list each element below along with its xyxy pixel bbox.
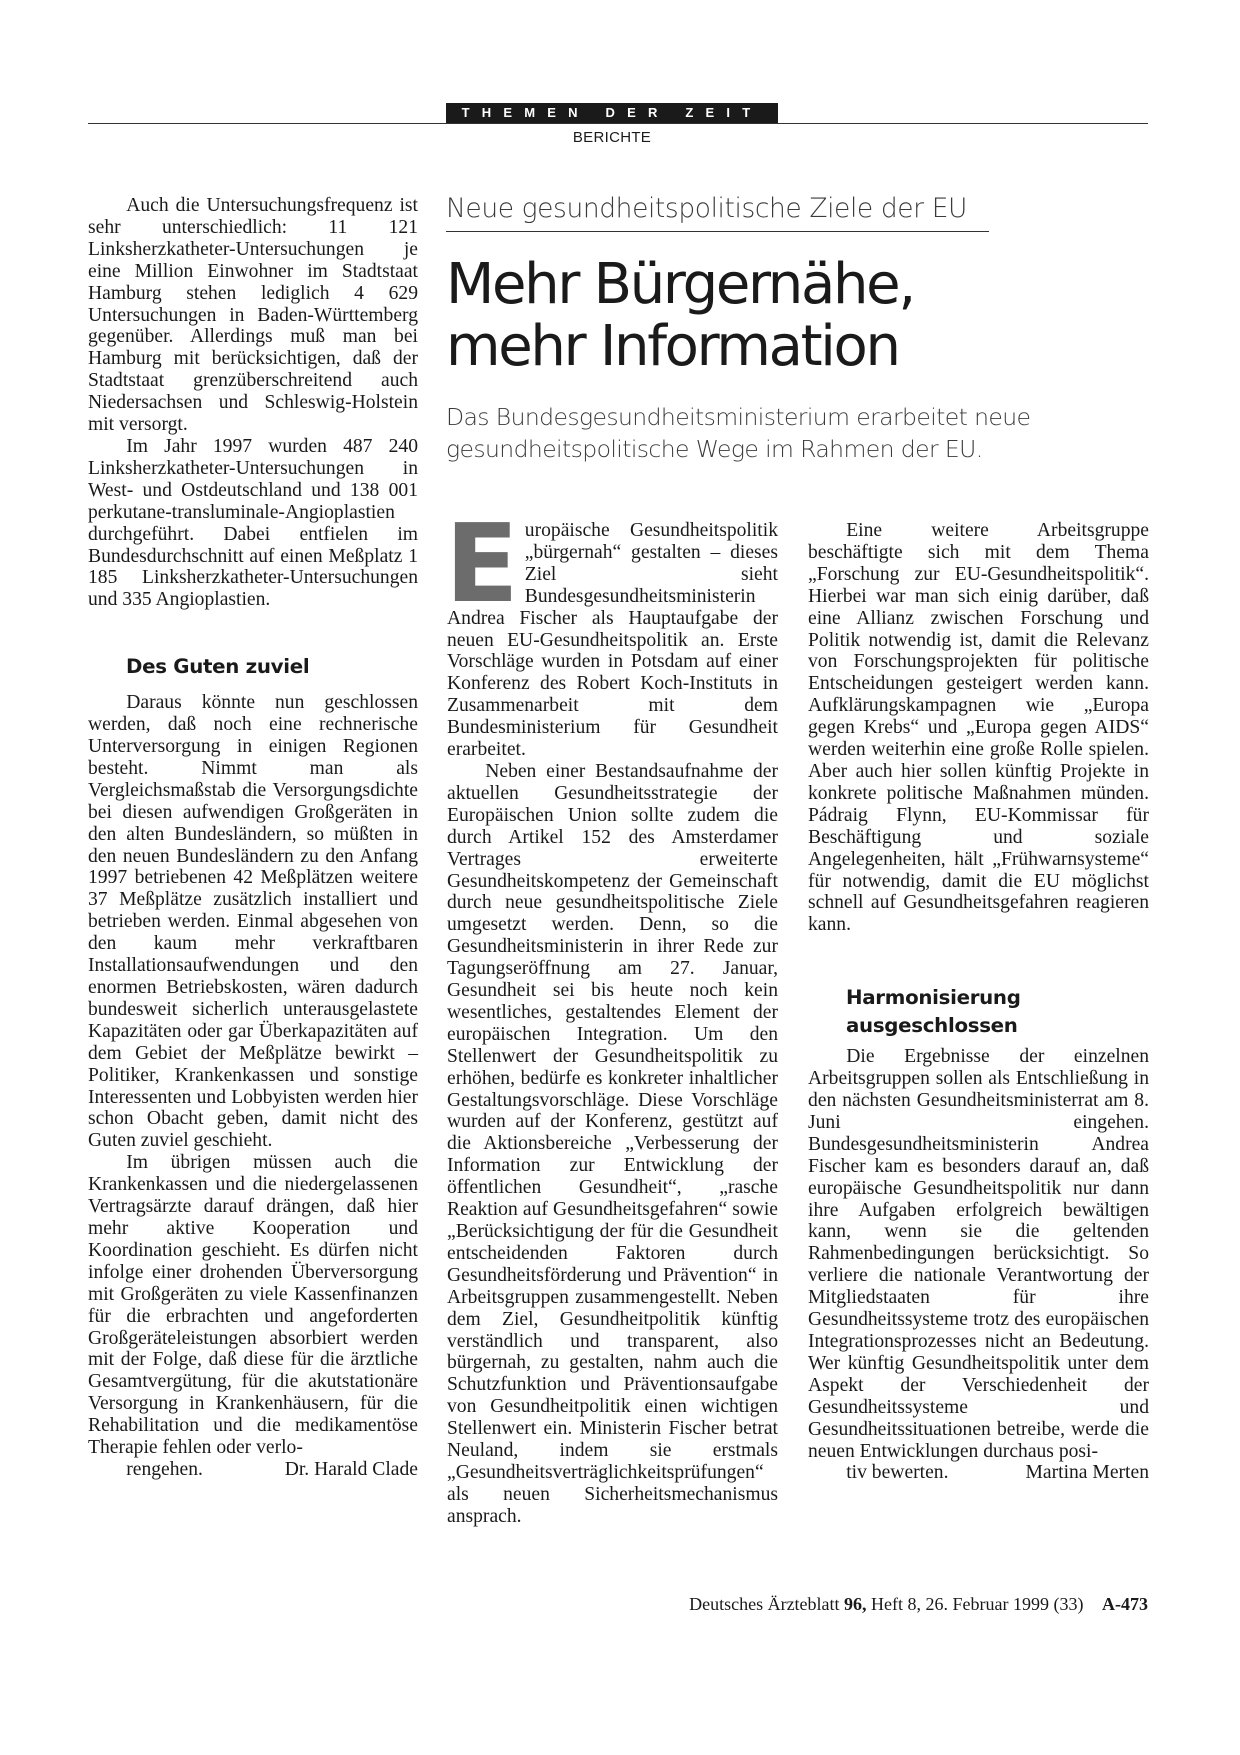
journal-name: Deutsches Ärzteblatt — [689, 1594, 840, 1614]
paragraph: Im Jahr 1997 wurden 487 240 Linksherzkatheter-Untersuchungen in West- und Ostdeutschland und 138 001 perkutane-transluminale-Angioplastien durchgeführt. Dabei entfielen im Bundesdurchschnitt auf einen Meßplatz 1 185 Linksherzkatheter-Untersuchungen und 335 Angioplastien. — [88, 435, 418, 611]
article-standfirst — [446, 401, 1146, 465]
issue-info: Heft 8, 26. Februar 1999 (33) — [871, 1594, 1084, 1614]
paragraph-ending: tiv bewerten. — [846, 1462, 949, 1484]
lead-paragraph — [445, 502, 778, 761]
article-column-3 — [808, 520, 1149, 1484]
standfirst-line: Das Bundesgesundheitsministerium erarbeitet neue — [446, 403, 1031, 431]
paragraph: Neben einer Bestandsaufnahme der aktuellen Gesundheitsstrategie der Europäischen Union sollte zudem die durch Artikel 152 des Amsterdamer Vertrages erweiterte Gesundheitskompetenz der Gemeinschaft durch neue gesundheitspolitische Ziele umgesetzt werden. Denn, so die Gesundheitsministerin in ihrer Rede zur Tagungseröffnung am 27. Januar, Gesundheit sei bis heute noch kein wesentliches, gestaltendes Element der europäischen Integration. Um den Stellenwert der Gesundheitspolitik zu erhöhen, bedürfe es konkreter inhaltlicher Gestaltungsvorschläge. Diese Vorschläge wurden auf der Konferenz, gestützt auf die Aktionsbereiche „Verbesserung der Information zur Entwicklung der öffentlichen Gesundheit“, „rasche Reaktion auf Gesundheitsgefahren“ sowie „Berücksichtigung der für die Gesundheit entscheidenden Faktoren durch Gesundheitsförderung und Prävention“ in Arbeitsgruppen zusammengestellt. Neben dem Ziel, Gesundheitpolitik künftig verständlich und transparent, also bürgernah, zu gestalten, nahm auch die Schutzfunktion und Präventionsaufgabe von Gesundheitpolitik einen wichtigen Stellenwert ein. Ministerin Fischer betrat Neuland, indem sie erstmals „Gesundheitsverträglichkeitsprüfungen“ als neuen Sicherheitsmechanismus ansprach. — [447, 760, 778, 1527]
paragraph: Eine weitere Arbeitsgruppe beschäftigte sich mit dem Thema „Forschung zur EU-Gesundheitspolitik“. Hierbei war man sich einig darüber, daß eine Allianz zwischen Forschung und Politik notwendig ist, damit die Relevanz von Forschungsprojekten für politische Entscheidungen gesteigert werden kann. Aufklärungskampagnen wie „Europa gegen Krebs“ und „Europa gegen AIDS“ werden weiterhin eine große Rolle spielen. Aber auch hier sollen künftig Projekte in konkrete politische Maßnahmen münden. Pádraig Flynn, EU-Kommissar für Beschäftigung und soziale Angelegenheiten, hält „Frühwarnsysteme“ für notwendig, damit die EU möglichst schnell auf Gesundheitsgefahren reagieren kann. — [808, 520, 1149, 936]
volume: 96, — [844, 1594, 867, 1614]
standfirst-line: gesundheitspolitische Wege im Rahmen der EU. — [446, 435, 983, 463]
paragraph: Daraus könnte nun geschlossen werden, daß noch eine rechnerische Unterversorgung in einigen Regionen besteht. Nimmt man als Vergleichsmaßstab die Versorgungsdichte bei diesen aufwendigen Großgeräten in den alten Bundesländern, so müßten in den neuen Bundesländern zu den Anfang 1997 betriebenen 42 Meßplätzen weitere 37 Meßplätze zusätzlich installiert und betrieben werden. Einmal abgesehen von den kaum mehr verkraftbaren Installationsaufwendungen und den enormen Betriebskosten, wären dadurch bundesweit sicherlich unterausgelastete Kapazitäten oder gar Überkapazitäten auf dem Gebiet der Meßplätze bewirkt – Politiker, Krankenkassen und sonstige Interessenten und Lobbyisten werden hier schon Obacht geben, damit nicht des Guten zuviel geschieht. — [88, 692, 418, 1152]
headline-line: mehr Information — [446, 314, 899, 379]
article-column-2 — [445, 502, 778, 1528]
article-kicker: Neue gesundheitspolitische Ziele der EU — [446, 192, 989, 232]
author: Dr. Harald Clade — [284, 1458, 418, 1480]
subheading: Des Guten zuviel — [126, 655, 310, 679]
subsection-label: BERICHTE — [572, 129, 652, 146]
section-label: THEMEN DER ZEIT — [446, 103, 778, 123]
page-number: A-473 — [1102, 1594, 1148, 1614]
signature-line — [88, 1459, 418, 1481]
drop-cap: E — [445, 502, 519, 627]
author: Martina Merten — [1025, 1462, 1149, 1484]
header-rule — [88, 123, 1148, 124]
paragraph: Im übrigen müssen auch die Krankenkassen und die niedergelassenen Vertragsärzte darauf drängen, daß hier mehr aktive Kooperation und Koordination geschieht. Es dürfen nicht infolge einer drohenden Überversorgung mit Großgeräten zu viele Kassenfinanzen für die erbrachten und angeforderten Großgeräteleistungen absorbiert werden mit der Folge, daß diese für die ärztliche Gesamtvergütung, für die akutstationäre Versorgung in Krankenhäusern, für die Rehabilitation und die medikamentöse Therapie fehlen oder verlo- — [88, 1152, 418, 1459]
subheading-line: Harmonisierung — [846, 986, 1021, 1010]
subheading — [808, 984, 1149, 1040]
left-article-column — [88, 195, 418, 1481]
paragraph: Auch die Untersuchungsfrequenz ist sehr unterschiedlich: 11 121 Linksherzkatheter-Untersuchungen je eine Million Einwohner im Stadtstaat Hamburg stehen lediglich 4 629 Untersuchungen in Baden-Württemberg gegenüber. Allerdings muß man bei Hamburg mit berücksichtigen, daß der Stadtstaat grenzüberschreitend auch Niedersachsen und Schleswig-Holstein mit versorgt. — [88, 195, 418, 436]
lead-text: uropäische Gesundheitspolitik „bürgernah“ gestalten – dieses Ziel sieht Bundesgesundheitsministerin Andrea Fischer als Hauptaufgabe der neuen EU-Gesundheitspolitik an. Erste Vorschläge wurden in Potsdam auf einer Konferenz des Robert Koch-Instituts in Zusammenarbeit mit dem Bundesministerium für Gesundheit erarbeitet. — [447, 520, 778, 761]
article-headline — [446, 254, 1166, 378]
signature-line — [808, 1462, 1149, 1484]
headline-line: Mehr Bürgernähe, — [446, 252, 914, 317]
paragraph-ending: rengehen. — [126, 1458, 203, 1480]
subheading-line: ausgeschlossen — [846, 1014, 1018, 1038]
paragraph: Die Ergebnisse der einzelnen Arbeitsgruppen sollen als Entschließung in den nächsten Gesundheitsministerrat am 8. Juni eingehen. Bundesgesundheitsministerin Andrea Fischer kam es besonders darauf an, daß europäische Gesundheitspolitik nur dann ihre Aufgaben erfolgreich bewältigen kann, wenn sie die geltenden Rahmenbedingungen berücksichtigt. So verliere die nationale Verantwortung der Mitgliedstaaten für ihre Gesundheitssysteme trotz des europäischen Integrationsprozesses nicht an Bedeutung. Wer künftig Gesundheitspolitik unter dem Aspekt der Verschiedenheit der Gesundheitssysteme und Gesundheitssituationen betreibe, werde die neuen Entwicklungen durchaus posi- — [808, 1046, 1149, 1462]
page-footer — [689, 1594, 1148, 1615]
